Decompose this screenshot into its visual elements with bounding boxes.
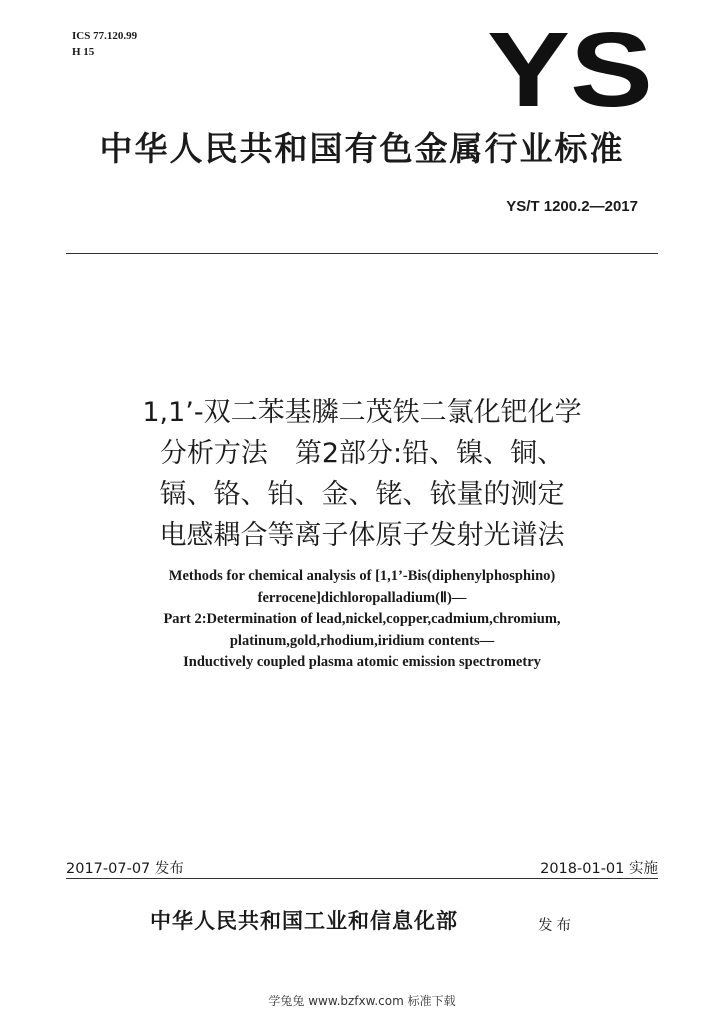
english-title-line: platinum,gold,rhodium,iridium contents— xyxy=(229,632,495,649)
chinese-title xyxy=(0,392,724,556)
english-title xyxy=(0,566,724,674)
standard-number: YS/T 1200.2—2017 xyxy=(506,198,638,215)
ys-logo xyxy=(486,30,654,110)
standard-category-title: 中华人民共和国有色金属行业标准 xyxy=(99,129,625,168)
chinese-title-line: 分析方法 第2部分:铅、镍、铜、 xyxy=(159,438,565,469)
ics-code: ICS 77.120.99 xyxy=(72,30,138,42)
footer-divider xyxy=(66,878,658,879)
chinese-title-line: 电感耦合等离子体原子发射光谱法 xyxy=(159,520,565,551)
effective-date: 2018-01-01 实施 xyxy=(540,861,658,877)
svg-text:YS: YS xyxy=(487,30,653,110)
header-divider xyxy=(66,253,658,254)
issue-date: 2017-07-07 发布 xyxy=(66,861,184,877)
site-watermark: 学兔兔 www.bzfxw.com 标准下载 xyxy=(268,994,456,1008)
classification-codes xyxy=(72,28,137,60)
english-title-line: Methods for chemical analysis of [1,1’-Bis(diphenylphosphino) xyxy=(168,568,556,584)
english-title-line: ferrocene]dichloropalladium(Ⅱ)— xyxy=(257,589,467,606)
ccs-code: H 15 xyxy=(72,46,95,58)
issuing-action: 发布 xyxy=(538,918,575,934)
english-title-line: Inductively coupled plasma atomic emission spectrometry xyxy=(183,654,541,670)
chinese-title-line: 1,1’-双二苯基膦二茂铁二氯化钯化学 xyxy=(142,397,582,428)
chinese-title-line: 镉、铬、铂、金、铑、铱量的测定 xyxy=(159,479,565,510)
english-title-line: Part 2:Determination of lead,nickel,copper,cadmium,chromium, xyxy=(163,611,561,627)
issuing-authority: 中华人民共和国工业和信息化部 xyxy=(150,908,458,933)
